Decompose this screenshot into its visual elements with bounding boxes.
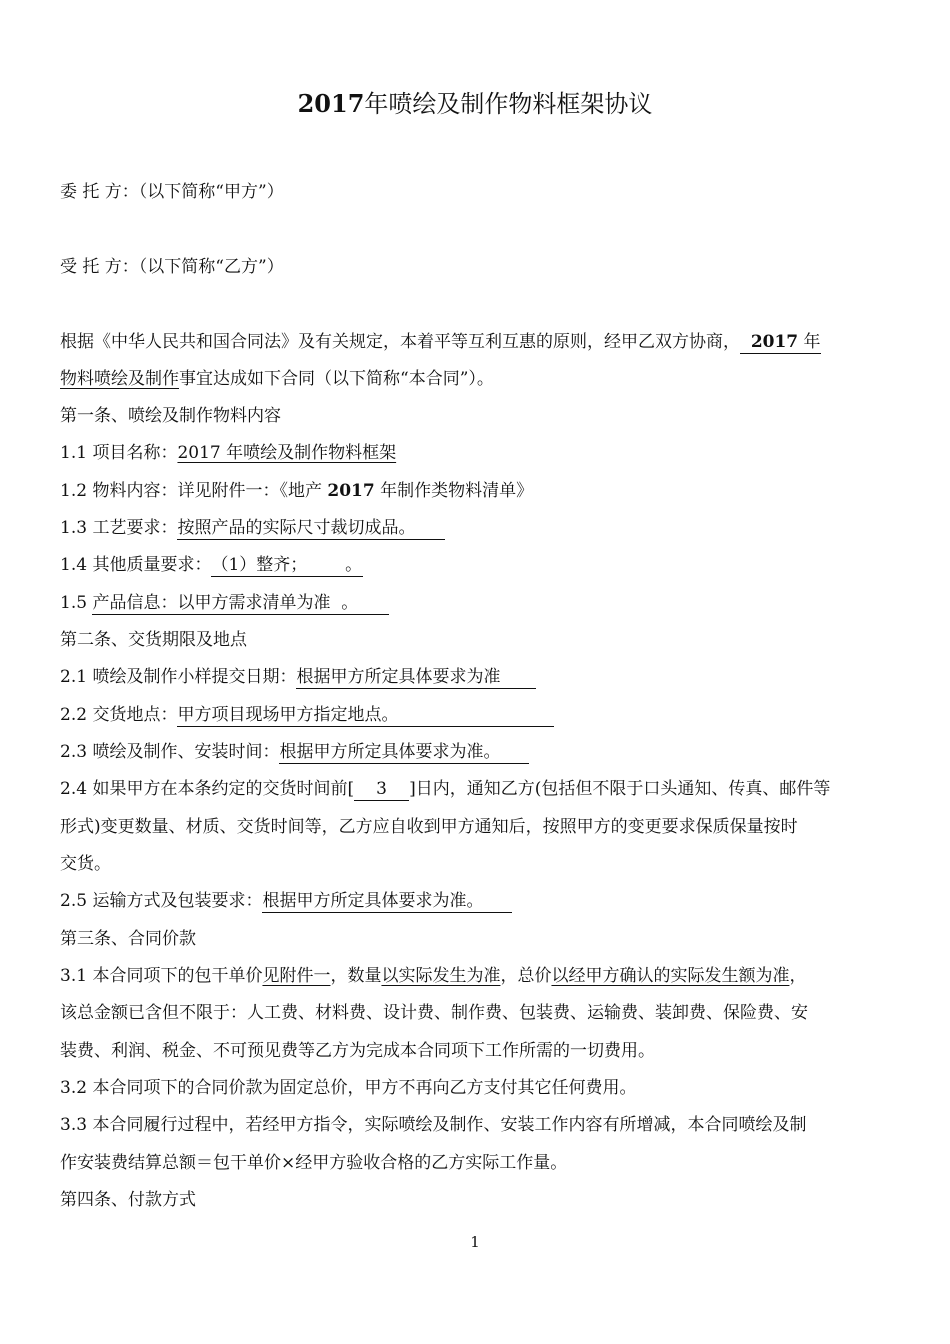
article-1-heading: 第一条、喷绘及制作物料内容: [60, 406, 281, 426]
intro-year: 2017: [750, 332, 799, 352]
document-title: [0, 88, 950, 120]
clause-3-1-line-1: [60, 964, 806, 988]
clause-value: 2017 年喷绘及制作物料框架: [177, 443, 397, 463]
clause-1-5: [60, 591, 389, 615]
intro-text: 根据《中华人民共和国合同法》及有关规定，本着平等互利互惠的原则，经甲乙双方协商，: [60, 332, 740, 352]
clause-2-3: [60, 740, 529, 764]
intro-line-2: [60, 367, 494, 391]
clause-value: 根据甲方所定具体要求为准。: [279, 741, 529, 764]
clause-label: 2.1 喷绘及制作小样提交日期：: [60, 667, 297, 687]
article-3-heading: 第三条、合同价款: [60, 929, 196, 949]
clause-label: 1.4 其他质量要求：: [60, 555, 212, 575]
clause-1-3: [60, 516, 445, 540]
title-text: 年喷绘及制作物料框架协议: [364, 90, 653, 118]
intro-line-1: [60, 330, 821, 354]
clause-year: 2017: [327, 481, 375, 501]
clause-1-1: [60, 441, 396, 465]
clause-1-4: [60, 553, 363, 577]
clause-3-1-line-2: 该总金额已含但不限于：人工费、材料费、设计费、制作费、包装费、运输费、装卸费、保险费、安: [60, 1003, 808, 1023]
days-blank: 3: [354, 778, 409, 801]
clause-text: 1.2 物料内容：详见附件一：《地产: [60, 481, 322, 501]
total-price-basis: 以经甲方确认的实际发生额为准: [551, 966, 790, 986]
clause-value: （1）整齐； 。: [211, 555, 363, 575]
clause-value: 产品信息：以甲方需求清单为准 。: [92, 592, 389, 615]
clause-text: ，数量: [330, 966, 382, 986]
clause-label: 1.1 项目名称：: [60, 443, 178, 463]
clause-label: 1.5: [60, 593, 93, 613]
clause-text-2: ]日内，通知乙方(包括但不限于口头通知、传真、邮件等: [409, 779, 831, 799]
intro-year-suffix: 年: [803, 332, 821, 352]
clause-2-2: [60, 703, 554, 727]
clause-label: 2.3 喷绘及制作、安装时间：: [60, 742, 280, 762]
clause-2-4-line-3: 交货。: [60, 854, 111, 874]
clause-text: 3.1 本合同项下的包干单价: [60, 966, 263, 986]
clause-label: 2.2 交货地点：: [60, 705, 178, 725]
clause-value: 根据甲方所定具体要求为准。: [262, 890, 512, 913]
clause-3-1-line-3: 装费、利润、税金、不可预见费等乙方为完成本合同项下工作所需的一切费用。: [60, 1041, 655, 1061]
clause-3-3-line-1: 3.3 本合同履行过程中，若经甲方指令，实际喷绘及制作、安装工作内容有所增减，本合同喷绘及制: [60, 1115, 807, 1135]
clause-3-2: 3.2 本合同项下的合同价款为固定总价，甲方不再向乙方支付其它任何费用。: [60, 1078, 637, 1098]
intro-text-2: 事宜达成如下合同（以下简称“本合同”）。: [179, 369, 494, 389]
intro-subject: 物料喷绘及制作: [60, 369, 179, 389]
clause-text-2: 年制作类物料清单》: [380, 481, 534, 501]
clause-2-5: [60, 889, 512, 913]
clause-value: 甲方项目现场甲方指定地点。: [177, 704, 554, 727]
party-a-line: 委 托 方：（以下简称“甲方”）: [60, 182, 284, 202]
clause-3-3-line-2: 作安装费结算总额＝包干单价×经甲方验收合格的乙方实际工作量。: [60, 1153, 568, 1173]
intro-year-blank: [740, 331, 821, 354]
clause-2-4-line-2: 形式)变更数量、材质、交货时间等，乙方应自收到甲方通知后，按照甲方的变更要求保质保量按时: [60, 817, 798, 837]
unit-price-ref: 见附件一: [262, 966, 331, 986]
clause-value: 根据甲方所定具体要求为准: [296, 666, 536, 689]
title-year: 2017: [297, 89, 365, 118]
clause-2-4-line-1: [60, 777, 830, 801]
page-number: 1: [470, 1233, 480, 1251]
article-2-heading: 第二条、交货期限及地点: [60, 630, 247, 650]
clause-text: ，总价: [500, 966, 552, 986]
clause-1-2: [60, 479, 533, 503]
clause-label: 1.3 工艺要求：: [60, 518, 178, 538]
article-4-heading: 第四条、付款方式: [60, 1190, 196, 1210]
clause-text: ，: [789, 966, 807, 986]
quantity-basis: 以实际发生为准: [381, 966, 501, 986]
clause-2-1: [60, 665, 536, 689]
clause-text: 2.4 如果甲方在本条约定的交货时间前[: [60, 779, 355, 799]
clause-value: 按照产品的实际尺寸裁切成品。: [177, 517, 445, 540]
clause-label: 2.5 运输方式及包装要求：: [60, 891, 263, 911]
party-b-line: 受 托 方：（以下简称“乙方”）: [60, 257, 284, 277]
